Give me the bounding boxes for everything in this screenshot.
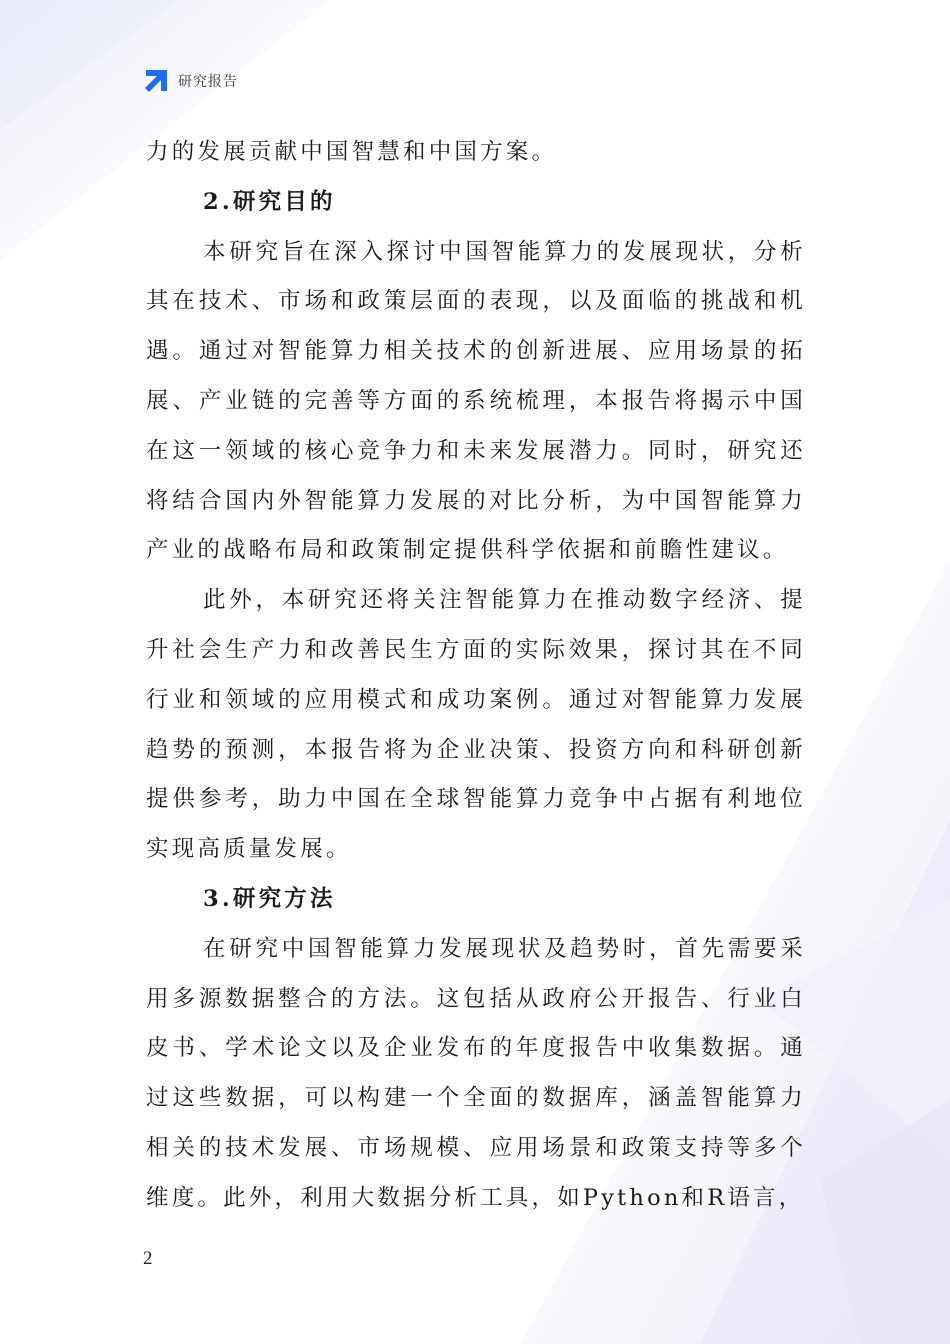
paragraph-continuation: 力的发展贡献中国智慧和中国方案。 <box>146 139 558 165</box>
paragraph-research-purpose: 本研究旨在深入探讨中国智能算力的发展现状，分析其在技术、市场和政策层面的表现，以及面临的挑战和机遇。通过对智能算力相关技术的创新进展、应用场景的拓展、产业链的完善等方面的系统梳理，本报告将揭示中国在这一领域的核心竞争力和未来发展潜力。同时，研究还将结合国内外智能算力发展的对比分析，为中国智能算力产业的战略布局和政策制定提供科学依据和前瞻性建议。 <box>146 238 806 564</box>
section-heading-research-purpose: 2.研究目的 <box>203 188 336 215</box>
paragraph-research-impact: 此外，本研究还将关注智能算力在推动数字经济、提升社会生产力和改善民生方面的实际效果，探讨其在不同行业和领域的应用模式和成功案例。通过对智能算力发展趋势的预测，本报告将为企业决策、投资方向和科研创新提供参考，助力中国在全球智能算力竞争中占据有利地位实现高质量发展。 <box>146 587 806 863</box>
paragraph-research-method: 在研究中国智能算力发展现状及趋势时，首先需要采用多源数据整合的方法。这包括从政府公开报告、行业白皮书、学术论文以及企业发布的年度报告中收集数据。通过这些数据，可以构建一个全面的数据库，涵盖智能算力相关的技术发展、市场规模、应用场景和政策支持等多个维度。此外，利用大数据分析工具，如Python和R语言， <box>146 935 806 1211</box>
header-title: 研究报告 <box>178 74 238 90</box>
arrow-up-right-icon <box>143 68 169 94</box>
report-header <box>143 68 238 94</box>
section-heading-research-method: 3.研究方法 <box>203 885 336 912</box>
page-number: 2 <box>143 1248 153 1269</box>
document-body <box>146 128 806 1224</box>
